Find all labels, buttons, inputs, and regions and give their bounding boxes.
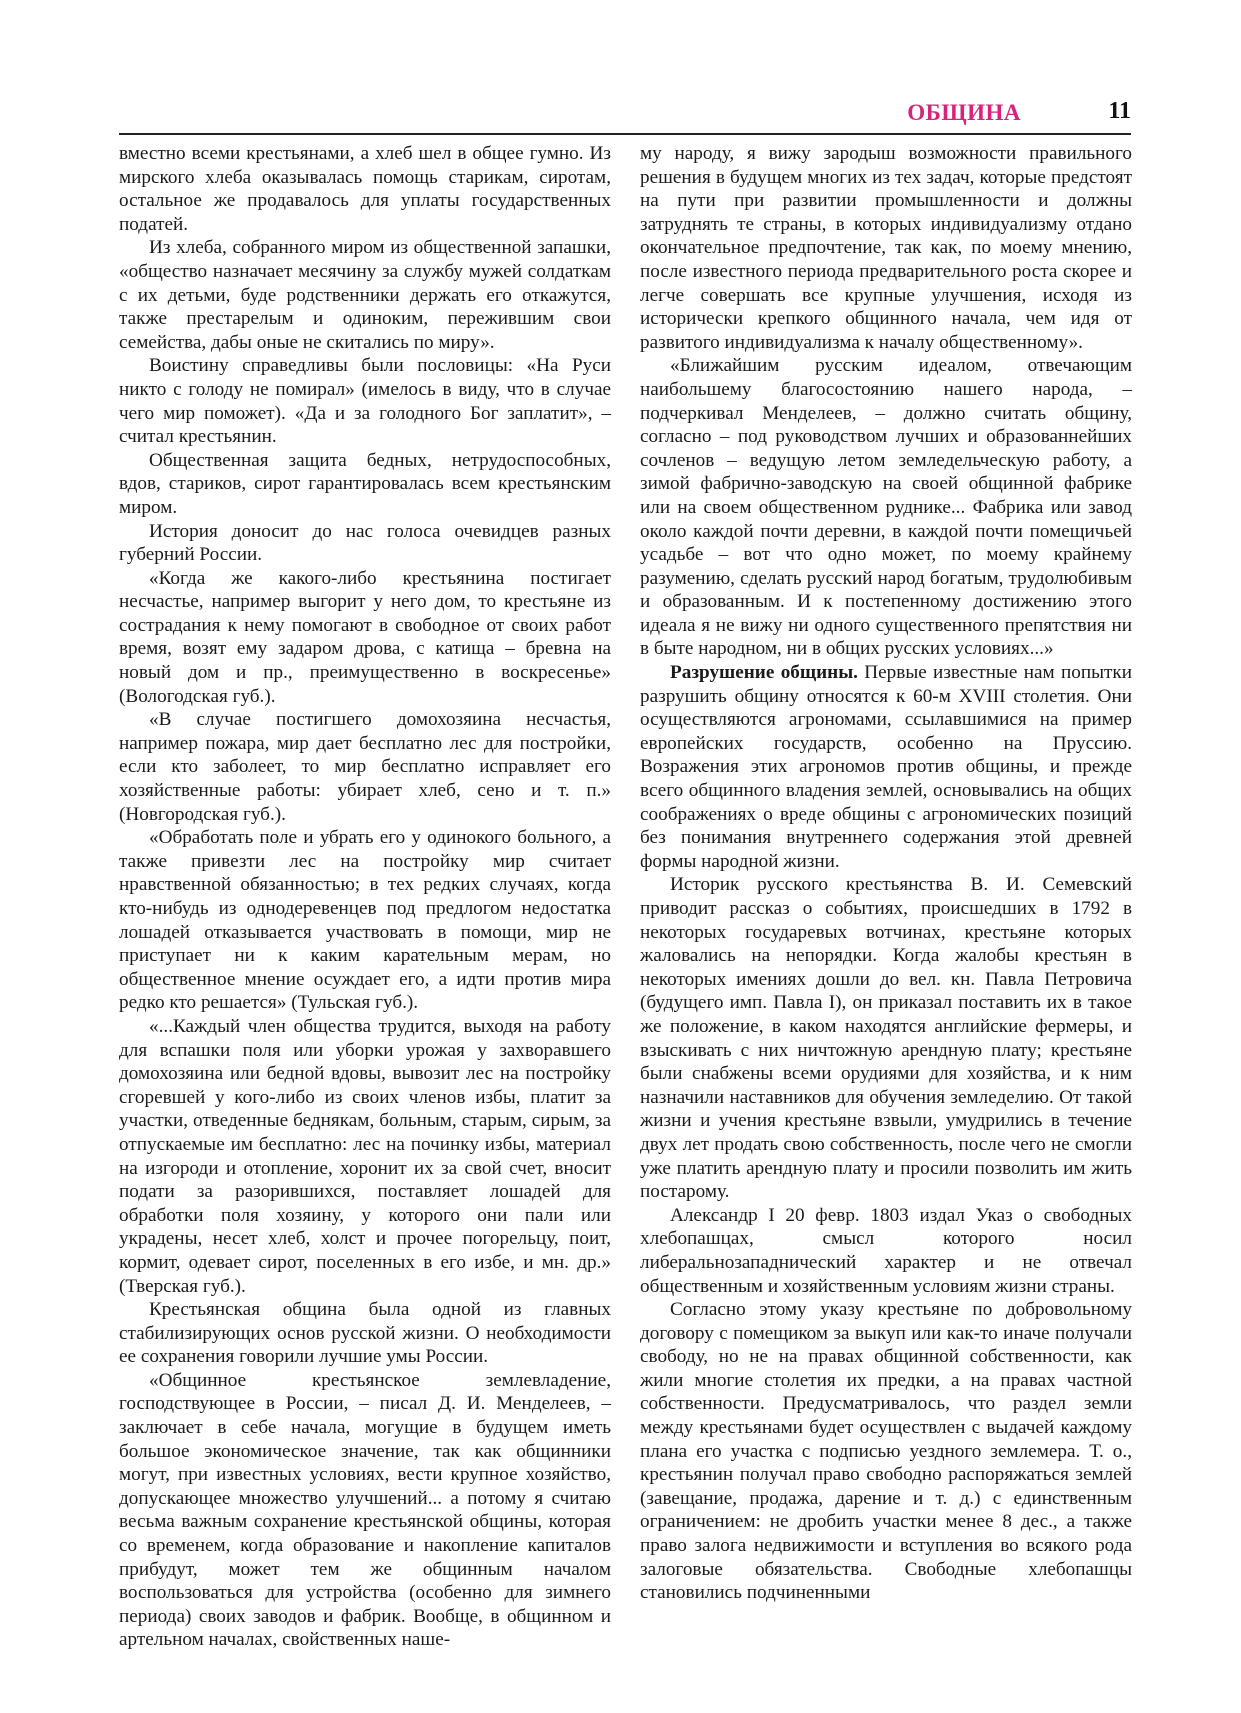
right-column <box>640 142 1132 1605</box>
running-header <box>119 96 1131 130</box>
paragraph: «...Каждый член общества трудится, выходя на работу для вспашки поля или уборки урожая у захворавшего домохозяина или бедной вдовы, вывозит лес на постройку сгоревшей у кого-либо из своих членов избы, платит за участки, отведенные беднякам, больным, старым, сирым, за отпускаемые им бесплатно: лес на починку избы, материал на изгороди и отопление, хоронит их за свой счет, вносит подати за разорившихся, поставляет лошадей для обработки поля хозяину, у которого они пали или украдены, несет хлеб, холст и прочее погорельцу, поит, кормит, одевает сирот, поселенных в его избе, и мн. др.» (Тверская губ.). <box>119 1015 611 1297</box>
paragraph: Александр I 20 февр. 1803 издал Указ о свободных хлебопашцах, смысл которого носил либеральнозападнический характер и не отвечал общественным и хозяйственным условиям жизни страны. <box>640 1204 1132 1297</box>
section-heading-text: Первые известные нам попытки разрушить общину относятся к 60-м XVIII столетия. Они осуществляются агрономами, ссылавшимися на пример европейских государств, особенно на Пруссию. Возражения этих агрономов против общины, и прежде всего общинного владения землей, основывались на общих соображениях о вреде общины с агрономических позиций без понимания внутреннего содержания этой древней формы народной жизни. <box>640 662 1132 872</box>
paragraph: «Ближайшим русским идеалом, отвечающим наибольшему благосостоянию нашего народа, – подчеркивал Менделеев, – должно считать общину, согласно – под руководством лучших и образованнейших сочленов – ведущую летом земледельческую работу, а зимой фабрично-заводскую на своей общинной фабрике или на своем общественном руднике... Фабрика или завод около каждой почти деревни, в каждой почти помещичьей усадьбе – вот что одно может, по моему крайнему разумению, сделать русский народ богатым, трудолюбивым и образованным. И к постепенному достижению этого идеала я не вижу ни одного существенного препятствия ни в быте народном, ни в общих русских условиях...» <box>640 355 1132 660</box>
header-rule <box>119 133 1131 135</box>
paragraph: «Обработать поле и убрать его у одинокого больного, а также привезти лес на постройку мир считает нравственной обязанностью; в тех редких случаях, когда кто-нибудь из однодеревенцев под предлогом недостатка лошадей отказывается участвовать в помощи, мир не приступает ни к каким карательным мерам, но общественное мнение осуждает его, а идти против мира редко кто решается» (Тульская губ.). <box>119 827 611 1014</box>
paragraph: Историк русского крестьянства В. И. Семевский приводит рассказ о событиях, происшедших в 1792 в некоторых государевых вотчинах, крестьяне которых жаловались на непорядки. Когда жалобы крестьян в некоторых имениях дошли до вел. кн. Павла Петровича (будущего имп. Павла I), он приказал поставить их в такое же положение, в каком находятся английские фермеры, и взыскивать с них ничтожную арендную плату; крестьяне были снабжены всеми орудиями для хозяйства, и к ним назначили наставников для обучения земледелию. От такой жизни и учения крестьяне взвыли, умудрились в течение двух лет продать свою собственность, после чего не смогли уже платить арендную плату и просили позволить им жить постарому. <box>640 874 1132 1203</box>
paragraph: «Когда же какого-либо крестьянина постигает несчастье, например выгорит у него дом, то крестьяне из сострадания к нему помогают в свободное от своих работ время, возят ему задаром дрова, с катища – бревна на новый дом и пр., преимущественно в воскресенье» (Вологодская губ.). <box>119 567 611 707</box>
paragraph: «Общинное крестьянское землевладение, господствующее в России, – писал Д. И. Менделеев, – заключает в себе начала, могущие в будущем иметь большое экономическое значение, так как общинники могут, при известных условиях, вести крупное хозяйство, допускающее множество улучшений... а потому я считаю весьма важным сохранение крестьянской общины, которая со временем, когда образование и накопление капиталов прибудут, может тем же общинным началом воспользоваться для устройства (особенно для зимнего периода) своих заводов и фабрик. Вообще, в общинном и артельном началах, свойственных наше- <box>119 1369 611 1651</box>
section-paragraph <box>640 661 1132 873</box>
section-heading: Разрушение общины. <box>670 662 858 684</box>
paragraph: Общественная защита бедных, нетрудоспособных, вдов, стариков, сирот гарантировалась всем крестьянским миром. <box>119 449 611 518</box>
section-title: ОБЩИНА <box>907 100 1021 125</box>
paragraph: «В случае постигшего домохозяина несчастья, например пожара, мир дает бесплатно лес для постройки, если кто заболеет, то мир бесплатно исправляет его хозяйственные работы: убирает хлеб, сено и т. п.» (Новгородская губ.). <box>119 709 611 825</box>
paragraph: Воистину справедливы были пословицы: «На Руси никто с голоду не помирал» (имелось в виду, что в случае чего мир поможет). «Да и за голодного Бог заплатит», – считал крестьянин. <box>119 355 611 448</box>
paragraph: му народу, я вижу зародыш возможности правильного решения в будущем многих из тех задач, которые предстоят на пути при развитии промышленности и должны затруднять те страны, в которых индивидуализму отдано окончательное предпочтение, так как, по моему мнению, после известного периода предварительного роста скорее и легче совершать все крупные улучшения, исходя из исторически крепкого общинного начала, чем идя от развитого индивидуализма к началу общественному». <box>640 143 1132 353</box>
paragraph: Из хлеба, собранного миром из общественной запашки, «общество назначает месячину за службу мужей солдаткам с их детьми, буде родственники держать его откажутся, также престарелым и одиноким, пережившим свои семейства, дабы оные не скитались по миру». <box>119 237 611 353</box>
paragraph: вместно всеми крестьянами, а хлеб шел в общее гумно. Из мирского хлеба оказывалась помощь старикам, сиротам, остальное же продавалось для уплаты государственных податей. <box>119 143 611 235</box>
paragraph: История доносит до нас голоса очевидцев разных губерний России. <box>119 520 611 566</box>
page-number: 11 <box>1108 98 1131 124</box>
paragraph: Крестьянская община была одной из главных стабилизирующих основ русской жизни. О необходимости ее сохранения говорили лучшие умы России. <box>119 1299 611 1368</box>
left-column <box>119 142 611 1652</box>
paragraph: Согласно этому указу крестьяне по добровольному договору с помещиком за выкуп или как-то иначе получали свободу, но не на правах общинной собственности, как жили многие столетия их предки, а на правах частной собственности. Предусматривалось, что раздел земли между крестьянами будет осуществлен с выдачей каждому плана его участка с подписью уездного землемера. Т. о., крестьянин получал право свободно распоряжаться землей (завещание, продажа, дарение и т. д.) с единственным ограничением: не дробить участки менее 8 дес., а также право залога недвижимости и вступления во всякого рода залоговые обязательства. Свободные хлебопашцы становились подчиненными <box>640 1299 1132 1604</box>
